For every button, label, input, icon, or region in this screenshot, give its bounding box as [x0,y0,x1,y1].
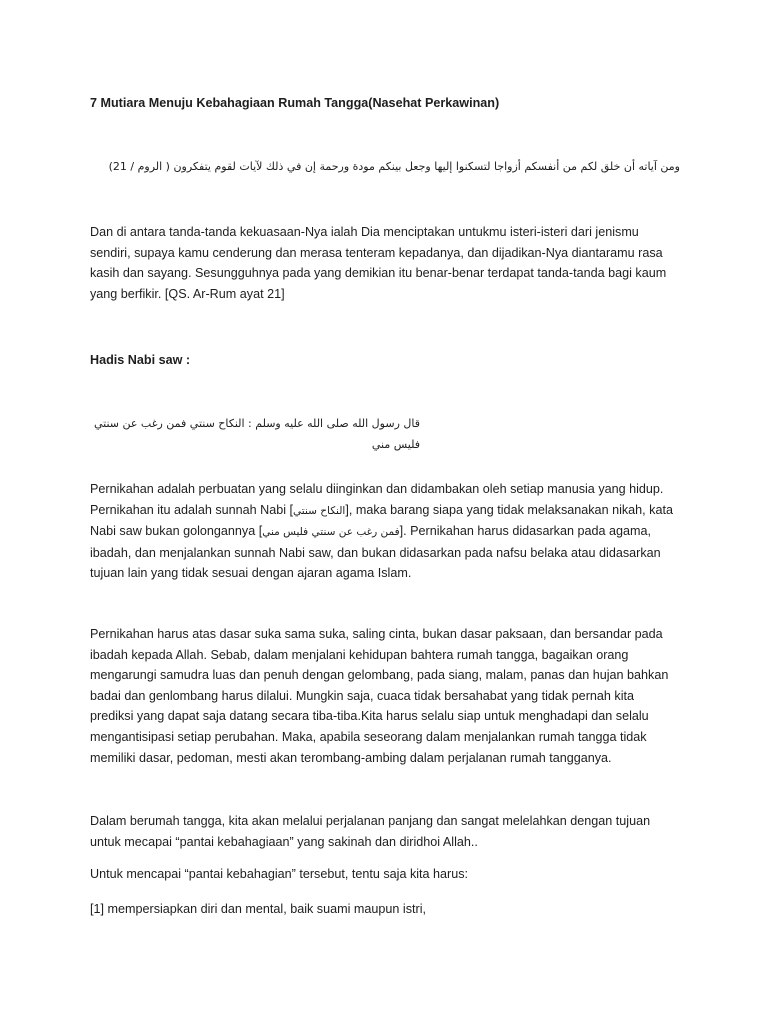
paragraph-untuk-mencapai: Untuk mencapai “pantai kebahagian” tersebut, tentu saja kita harus: [90,867,469,881]
paragraph-text: ], maka barang siapa yang tidak melaksanakan nikah, kata Nabi saw bukan golongannya [ [90,502,673,539]
paragraph-text: Pernikahan adalah perbuatan yang selalu diinginkan dan didambakan oleh setiap manusia yang hidup. Pernikahan itu adalah sunnah Nabi [ [90,482,664,517]
document-title: 7 Mutiara Menuju Kebahagiaan Rumah Tangga(Nasehat Perkawinan) [90,96,500,110]
hadis-heading: Hadis Nabi saw : [90,353,191,367]
list-item-1: [1] mempersiapkan diri dan mental, baik suami maupun istri, [90,902,426,916]
paragraph-perjalanan-panjang: Dalam berumah tangga, kita akan melalui perjalanan panjang dan sangat melelahkan dengan tujuan untuk mecapai “pantai kebahagiaan” yang sakinah dan diridhoi Allah.. [90,814,651,849]
paragraph-text: ]. Pernikahan harus didasarkan pada agama, ibadah, dan menjalankan sunnah Nabi saw, dan bukan didasarkan pada nafsu belaka atau didasarkan tujuan lain yang tidak sesuai dengan ajaran agama Islam. [90,524,661,581]
quran-verse-arabic: ومن آياته أن خلق لكم من أنفسكم أزواجا لتسكنوا إليها وجعل بينكم مودة ورحمة إن في ذلك لآيات لقوم يتفكرون ( الروم / 21) [108,160,680,173]
hadis-arabic-text: قال رسول الله صلى الله عليه وسلم : النكاح سنتي فمن رغب عن سنتي فليس مني [93,417,420,451]
paragraph-bahtera-rumah-tangga: Pernikahan harus atas dasar suka sama suka, saling cinta, bukan dasar paksaan, dan bersandar pada ibadah kepada Allah. Sebab, dalam menjalani kehidupan bahtera rumah tangga, bagaikan orang mengarungi samudra luas dan penuh dengan gelombang, pada siang, malam, panas dan hujan bahkan badai dan genlombang harus dilalui. Mungkin saja, cuaca tidak bersahabat yang tidak pernah kita prediksi yang dapat saja datang secara tiba-tiba.Kita harus selalu siap untuk menghadapi dan selalu mengantisipasi setiap perubahan. Maka, apabila seseorang dalam menjalankan rumah tangga tidak memiliki dasar, pedoman, mesti akan terombang-ambing dalam perjalanan rumah tangganya. [90,627,669,765]
paragraph-pernikahan-sunnah [90,479,680,584]
arabic-inline-text: النكاح سنتي [293,504,346,517]
arabic-inline-text: فمن رغب عن سنتي فليس مني [262,526,400,539]
paragraph-translation: Dan di antara tanda-tanda kekuasaan-Nya ialah Dia menciptakan untukmu isteri-isteri dari jenismu sendiri, supaya kamu cenderung dan merasa tenteram kepadanya, dan dijadikan-Nya diantaramu rasa kasih dan sayang. Sesungguhnya pada yang demikian itu benar-benar terdapat tanda-tanda bagi kaum yang berfikir. [QS. Ar-Rum ayat 21] [90,225,667,301]
